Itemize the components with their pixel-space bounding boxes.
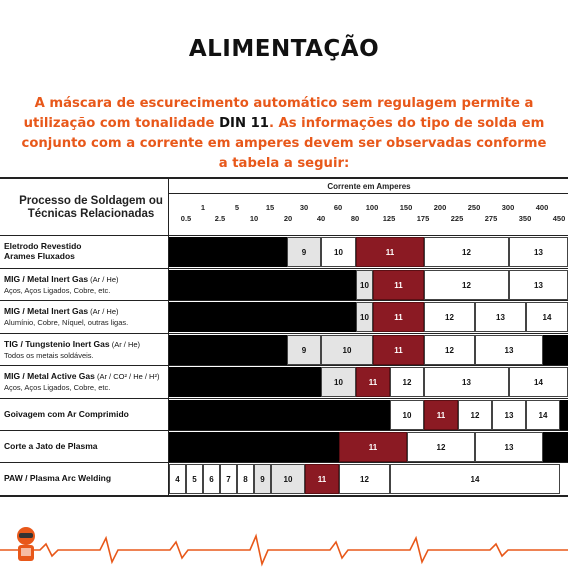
shade-cell: 12 xyxy=(458,400,492,430)
shade-cell: 10 xyxy=(390,400,424,430)
shade-cell: 13 xyxy=(492,400,526,430)
tick-label-bottom: 450 xyxy=(552,214,566,223)
row-divider xyxy=(0,365,568,366)
process-name: TIG / Tungstenio Inert Gas xyxy=(4,339,110,349)
din11-shade-cell: 11 xyxy=(373,335,424,365)
din11-shade-cell: 11 xyxy=(373,302,424,332)
not-recommended-block xyxy=(543,335,568,365)
din11-shade-cell: 11 xyxy=(424,400,458,430)
process-row-label xyxy=(4,241,168,261)
tick-label-bottom: 350 xyxy=(518,214,532,223)
tick-label-bottom: 0.5 xyxy=(180,214,192,223)
shade-cell: 12 xyxy=(424,270,509,300)
tick-label-top: 400 xyxy=(535,203,549,212)
process-row-label xyxy=(4,409,168,419)
shade-cell: 9 xyxy=(287,335,321,365)
tick-label-bottom: 40 xyxy=(316,214,326,223)
process-name: MIG / Metal Inert Gas xyxy=(4,306,89,316)
tick-label-bottom: 275 xyxy=(484,214,498,223)
din-highlight: DIN 11 xyxy=(219,116,269,131)
din11-shade-cell: 11 xyxy=(356,237,424,267)
shade-cell: 13 xyxy=(509,237,568,267)
shade-cell: 8 xyxy=(237,464,254,494)
not-recommended-block xyxy=(169,270,356,300)
shade-cell: 13 xyxy=(475,432,543,462)
process-name: Goivagem com Ar Comprimido xyxy=(4,409,129,419)
row-divider xyxy=(0,462,568,463)
heartbeat-line-icon xyxy=(0,536,568,564)
shade-cell: 12 xyxy=(424,237,509,267)
gas-mix: (Ar / He) xyxy=(88,307,119,316)
process-header: Processo de Soldagem ou Técnicas Relacionadas xyxy=(19,195,163,220)
not-recommended-block xyxy=(169,367,321,397)
shade-cell: 6 xyxy=(203,464,220,494)
process-row-label xyxy=(4,473,168,483)
table-bottom-rule xyxy=(0,495,568,497)
shade-cell: 13 xyxy=(424,367,509,397)
shade-cell: 14 xyxy=(526,400,560,430)
shade-cell: 5 xyxy=(186,464,203,494)
tick-label-bottom: 80 xyxy=(350,214,360,223)
gas-mix: (Ar / He) xyxy=(109,340,141,349)
shade-cell: 14 xyxy=(526,302,568,332)
tick-label-top: 150 xyxy=(399,203,413,212)
process-row-label xyxy=(4,306,168,328)
row-divider xyxy=(0,430,568,431)
welder-mascot-icon xyxy=(17,527,35,561)
process-materials: Alumínio, Cobre, Níquel, outras ligas. xyxy=(4,318,129,327)
shade-cell: 10 xyxy=(356,270,373,300)
tick-label-top: 250 xyxy=(467,203,481,212)
not-recommended-block xyxy=(543,432,568,462)
intro-text-part1: A máscara de escurecimento automático sem regulagem permite a utilização com tonalidade xyxy=(23,96,534,131)
not-recommended-block xyxy=(169,335,287,365)
tick-label-top: 5 xyxy=(234,203,240,212)
tick-label-top: 200 xyxy=(433,203,447,212)
process-materials: Aços, Aços Ligados, Cobre, etc. xyxy=(4,286,111,295)
shade-cell: 13 xyxy=(475,335,543,365)
current-header: Corrente em Amperes xyxy=(327,182,411,191)
process-name: MIG / Metal Inert Gas xyxy=(4,274,89,284)
row-divider xyxy=(0,398,568,399)
shade-cell: 12 xyxy=(424,335,475,365)
not-recommended-block xyxy=(169,400,390,430)
not-recommended-block xyxy=(169,432,339,462)
tick-label-bottom: 225 xyxy=(450,214,464,223)
shade-cell: 13 xyxy=(509,270,568,300)
table-top-rule xyxy=(0,177,568,179)
process-row-label xyxy=(4,274,168,296)
process-row-label xyxy=(4,371,168,393)
shade-cell: 14 xyxy=(509,367,568,397)
header-divider xyxy=(169,193,568,194)
row-divider xyxy=(0,333,568,334)
tick-label-bottom: 10 xyxy=(249,214,259,223)
shade-cell: 10 xyxy=(356,302,373,332)
din11-shade-cell: 11 xyxy=(373,270,424,300)
process-name: PAW / Plasma Arc Welding xyxy=(4,473,112,483)
shade-cell: 12 xyxy=(339,464,390,494)
intro-text-part2: . As informações do tipo de solda em conjunto com a corrente em amperes devem ser observadas conforme a tabela a seguir: xyxy=(21,116,547,171)
tick-label-bottom: 175 xyxy=(416,214,430,223)
process-row-label xyxy=(4,441,168,451)
tick-label-top: 60 xyxy=(333,203,343,212)
process-row-label xyxy=(4,339,168,361)
tick-label-top: 300 xyxy=(501,203,515,212)
tick-label-top: 100 xyxy=(365,203,379,212)
not-recommended-block xyxy=(560,400,568,430)
shade-cell: 14 xyxy=(390,464,560,494)
shade-cell: 10 xyxy=(321,237,356,267)
not-recommended-block xyxy=(169,237,287,267)
shade-cell: 10 xyxy=(321,335,373,365)
row-divider xyxy=(0,235,568,236)
shade-cell: 10 xyxy=(271,464,305,494)
din11-shade-cell: 11 xyxy=(305,464,339,494)
shade-cell: 9 xyxy=(254,464,271,494)
tick-label-top: 1 xyxy=(200,203,206,212)
tick-label-bottom: 2.5 xyxy=(214,214,226,223)
din11-shade-cell: 11 xyxy=(339,432,407,462)
shade-cell: 13 xyxy=(475,302,526,332)
shade-cell: 10 xyxy=(321,367,356,397)
shade-cell: 12 xyxy=(424,302,475,332)
shade-cell: 12 xyxy=(407,432,475,462)
shade-cell: 12 xyxy=(390,367,424,397)
page-title: ALIMENTAÇÃO xyxy=(188,36,380,62)
gas-mix: (Ar / CO² / He / H²) xyxy=(94,372,160,381)
process-name: Eletrodo Revestido xyxy=(4,241,82,251)
tick-label-top: 15 xyxy=(265,203,275,212)
row-divider xyxy=(0,268,568,269)
process-name: Corte a Jato de Plasma xyxy=(4,441,98,451)
tick-label-bottom: 125 xyxy=(382,214,396,223)
shade-cell: 9 xyxy=(287,237,321,267)
row-divider xyxy=(0,300,568,301)
gas-mix: (Ar / He) xyxy=(88,275,119,284)
intro-paragraph xyxy=(20,94,548,174)
process-name: MIG / Metal Active Gas xyxy=(4,371,95,381)
shade-cell: 4 xyxy=(169,464,186,494)
footer xyxy=(0,520,568,568)
din11-shade-cell: 11 xyxy=(356,367,390,397)
not-recommended-block xyxy=(169,302,356,332)
process-name-line2: Arames Fluxados xyxy=(4,251,75,261)
tick-label-bottom: 20 xyxy=(283,214,293,223)
shade-cell: 7 xyxy=(220,464,237,494)
process-materials: Todos os metais soldáveis. xyxy=(4,351,94,360)
process-materials: Aços, Aços Ligados, Cobre, etc. xyxy=(4,383,111,392)
tick-label-top: 30 xyxy=(299,203,309,212)
